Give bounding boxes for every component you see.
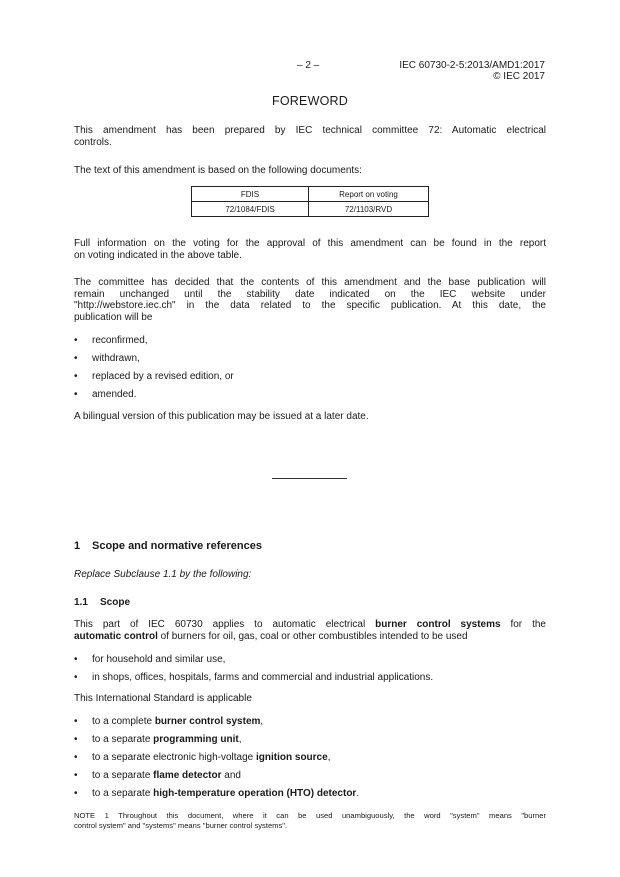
table-row [192,202,429,217]
list-item-text: in shops, offices, hospitals, farms and commercial and industrial applications. [92,672,434,683]
list-item-text: amended. [92,389,137,400]
section-heading [74,540,262,552]
text-line: control system" and "systems" means "burner control systems". [74,820,288,830]
text-line: NOTE 1 Throughout this document, where it can be used unambiguously, the word "system" means "burner [74,811,546,820]
note-1 [74,811,546,830]
text-line: This amendment has been prepared by IEC technical committee 72: Automatic electrical [74,125,546,136]
text-line: The committee has decided that the contents of this amendment and the base publication will [74,277,546,288]
list-item-text: reconfirmed, [92,335,148,346]
text-run: to a complete [92,716,155,727]
text-run: of burners for oil, gas, coal or other combustibles intended to be used [157,630,468,642]
text-run: to a separate [92,770,154,781]
intended-use-list [74,654,433,690]
voting-documents-table [191,186,429,217]
table-header-cell: FDIS [192,187,309,202]
table-header-cell: Report on voting [309,187,429,202]
document-reference [399,60,545,82]
section-number: 1 [74,540,81,552]
text-run: to a separate [92,788,154,799]
list-item [74,371,234,389]
subsection-title: Scope [100,597,131,608]
text-line [74,631,546,643]
text-line: on voting indicated in the above table. [74,249,242,261]
text-run: and [221,770,241,781]
text-run: to a separate electronic high-voltage [92,752,256,763]
text-run: , [238,734,242,745]
text-run: This part of IEC 60730 applies to automatic electrical [74,619,376,630]
table-header-row [192,187,429,202]
text-line: Full information on the voting for the approval of this amendment can be found in the report [74,238,546,249]
publication-options-list [74,335,234,407]
scope-paragraph [74,619,546,642]
list-item [74,788,359,806]
defined-term: high-temperature operation (HTO) detector [153,788,357,799]
copyright-line: © IEC 2017 [493,71,545,82]
applicability-paragraph: This International Standard is applicable [74,693,252,704]
defined-term: burner control system [154,716,261,727]
foreword-paragraph-4 [74,277,546,323]
text-line: publication will be [74,311,153,323]
text-line: "http://webstore.iec.ch" in the data related to the specific publication. At this date, the [74,300,546,311]
list-item [74,770,359,788]
defined-term: programming unit [153,734,239,745]
list-item [74,672,433,690]
text-line: remain unchanged until the stability date indicated on the IEC website under [74,288,546,300]
defined-term: flame detector [153,770,222,781]
list-item [74,353,234,371]
text-line: controls. [74,136,112,148]
list-item [74,734,359,752]
document-id: IEC 60730-2-5:2013/AMD1:2017 [399,60,545,71]
section-title: Scope and normative references [92,540,262,552]
list-item [74,654,433,672]
foreword-paragraph-1 [74,125,546,148]
applicability-list [74,716,359,806]
bullet-icon: • [74,389,78,400]
text-run: . [356,788,360,799]
bullet-icon: • [74,734,78,745]
amendment-instruction: Replace Subclause 1.1 by the following: [74,569,252,580]
text-run: to a separate [92,734,154,745]
bullet-icon: • [74,654,78,665]
defined-term: ignition source [256,752,328,763]
foreword-title: FOREWORD [272,94,348,108]
text-run: , [327,752,331,763]
defined-term: automatic control [74,630,158,642]
text-line [74,619,546,631]
subsection-number: 1.1 [74,597,88,608]
list-item-text: replaced by a revised edition, or [92,371,234,382]
bullet-icon: • [74,770,78,781]
bullet-icon: • [74,752,78,763]
bullet-icon: • [74,788,78,799]
defined-term: burner control systems [375,619,501,630]
list-item-text: withdrawn, [92,353,140,364]
page-number: – 2 – [297,60,320,71]
list-item [74,335,234,353]
bullet-icon: • [74,353,78,364]
table-cell: 72/1084/FDIS [192,202,309,217]
list-item [74,716,359,734]
bullet-icon: • [74,716,78,727]
table-cell: 72/1103/RVD [309,202,429,217]
foreword-paragraph-5: A bilingual version of this publication may be issued at a later date. [74,411,369,422]
list-item [74,389,234,407]
foreword-paragraph-3 [74,238,546,261]
list-item-text: for household and similar use, [92,654,226,665]
bullet-icon: • [74,672,78,683]
separator-rule [272,478,347,479]
text-run: , [260,716,264,727]
text-run: for the [500,619,546,630]
subsection-heading [74,597,130,608]
foreword-paragraph-2: The text of this amendment is based on the following documents: [74,165,362,176]
list-item [74,752,359,770]
bullet-icon: • [74,335,78,346]
bullet-icon: • [74,371,78,382]
